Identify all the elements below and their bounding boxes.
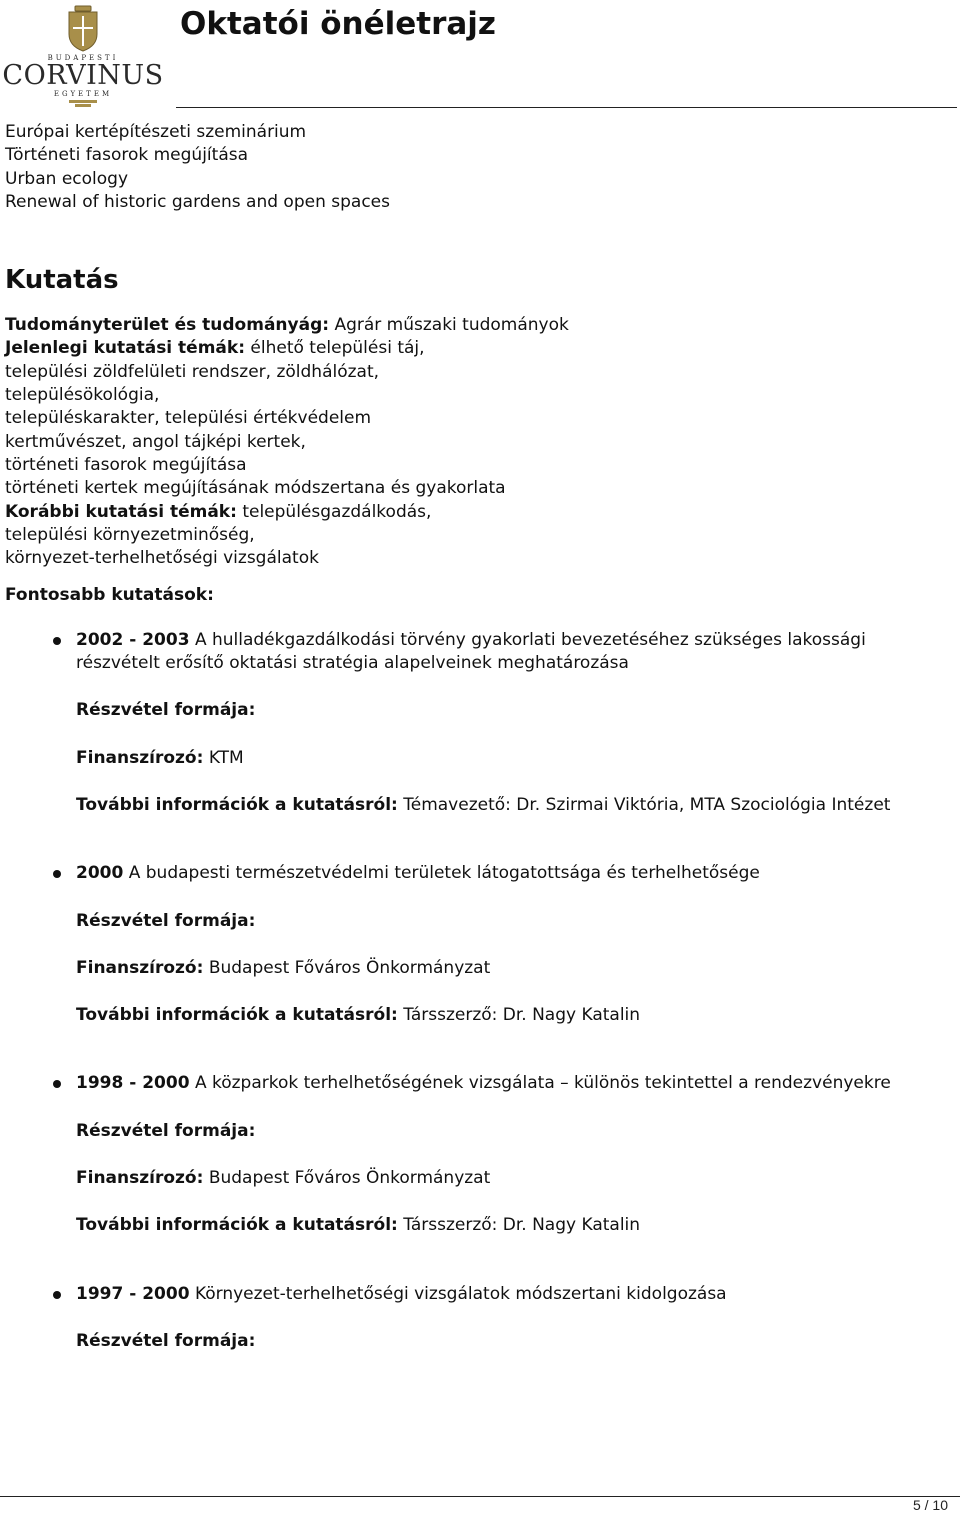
corvinus-crest-icon — [3, 4, 163, 108]
previous-topics-label: Korábbi kutatási témák: — [5, 501, 237, 522]
participation-row — [76, 910, 955, 933]
corvinus-logo — [3, 4, 163, 108]
research-title — [76, 629, 946, 676]
field-label: Tudományterület és tudományág: — [5, 315, 330, 336]
page-number: 5 / 10 — [912, 1497, 948, 1513]
svg-text:EGYETEM: EGYETEM — [53, 90, 113, 98]
bullet-icon — [53, 870, 61, 878]
funder-label: Finanszírozó: — [76, 747, 204, 768]
research-item — [5, 1072, 955, 1237]
svg-text:CORVINUS: CORVINUS — [3, 60, 163, 91]
research-period: 1997 - 2000 — [76, 1283, 190, 1304]
more-info-label: További információk a kutatásról: — [76, 1215, 398, 1236]
previous-topic: településgazdálkodás, — [242, 501, 432, 522]
funder-row — [76, 957, 955, 980]
funder-label: Finanszírozó: — [76, 957, 204, 978]
more-info-row — [76, 1214, 955, 1237]
field-value: Agrár műszaki tudományok — [334, 315, 569, 336]
participation-label: Részvétel formája: — [76, 1120, 256, 1141]
more-info-label: További információk a kutatásról: — [76, 1005, 398, 1026]
funder-row — [76, 1167, 955, 1190]
current-topic: történeti fasorok megújítása — [5, 454, 247, 475]
participation-row — [76, 1120, 955, 1143]
header-divider — [176, 107, 957, 108]
participation-label: Részvétel formája: — [76, 700, 256, 721]
more-info-value: Témavezető: Dr. Szirmai Viktória, MTA Szociológia Intézet — [403, 794, 891, 815]
svg-text:BUDAPESTI: BUDAPESTI — [47, 54, 119, 62]
research-item — [5, 1283, 955, 1354]
funder-label: Finanszírozó: — [76, 1168, 204, 1189]
participation-label: Részvétel formája: — [76, 1330, 256, 1351]
more-info-label: További információk a kutatásról: — [76, 794, 398, 815]
more-info-value: Társszerző: Dr. Nagy Katalin — [403, 1005, 641, 1026]
funder-row — [76, 747, 955, 770]
main-research-heading: Fontosabb kutatások: — [5, 585, 214, 606]
previous-topic: környezet-terhelhetőségi vizsgálatok — [5, 548, 319, 569]
research-item — [5, 629, 955, 817]
bullet-icon — [53, 637, 61, 645]
bullet-icon — [53, 1291, 61, 1299]
more-info-row — [76, 1004, 955, 1027]
course-item: Urban ecology — [5, 168, 129, 189]
current-topic: történeti kertek megújításának módszertana és gyakorlata — [5, 478, 506, 499]
current-topic: kertművészet, angol tájképi kertek, — [5, 431, 306, 452]
funder-value: Budapest Főváros Önkormányzat — [208, 957, 491, 978]
current-topic: településkarakter, települési értékvédelem — [5, 408, 372, 429]
previous-topics — [5, 501, 955, 524]
research-title-text: A hulladékgazdálkodási törvény gyakorlati bevezetéséhez szükséges lakossági részvételt erősítő oktatási stratégia alapelveinek meghatározása — [76, 629, 866, 674]
footer-divider — [0, 1496, 960, 1497]
participation-row — [76, 1330, 955, 1353]
current-topics-label: Jelenlegi kutatási témák: — [5, 338, 246, 359]
research-period: 2000 — [76, 863, 124, 884]
course-item: Történeti fasorok megújítása — [5, 145, 249, 166]
course-item: Renewal of historic gardens and open spaces — [5, 191, 390, 212]
current-topic: települési zöldfelületi rendszer, zöldhálózat, — [5, 361, 380, 382]
research-list — [5, 629, 955, 1353]
funder-value: Budapest Főváros Önkormányzat — [208, 1168, 491, 1189]
research-title — [76, 862, 946, 885]
more-info-value: Társszerző: Dr. Nagy Katalin — [403, 1215, 641, 1236]
document-title: Oktatói önéletrajz — [180, 6, 496, 42]
research-title-text: A közparkok terhelhetőségének vizsgálata – különös tekintettel a rendezvényekre — [194, 1073, 891, 1094]
research-title — [76, 1283, 946, 1306]
section-heading-research: Kutatás — [5, 265, 119, 296]
funder-value: KTM — [208, 747, 244, 768]
research-title-text: Környezet-terhelhetőségi vizsgálatok módszertani kidolgozása — [194, 1283, 727, 1304]
page-content — [5, 121, 955, 1353]
participation-label: Részvétel formája: — [76, 910, 256, 931]
participation-row — [76, 699, 955, 722]
current-topics — [5, 337, 955, 360]
course-list — [5, 121, 955, 214]
bullet-icon — [53, 1080, 61, 1088]
current-topic: élhető települési táj, — [250, 338, 425, 359]
research-period: 2002 - 2003 — [76, 629, 190, 650]
research-topics — [5, 314, 955, 570]
page-header — [0, 0, 960, 112]
current-topic: településökológia, — [5, 385, 160, 406]
research-item — [5, 862, 955, 1027]
more-info-row — [76, 794, 955, 817]
course-item: Európai kertépítészeti szeminárium — [5, 122, 307, 142]
previous-topic: települési környezetminőség, — [5, 524, 255, 545]
research-title-text: A budapesti természetvédelmi területek látogatottsága és terhelhetősége — [128, 863, 760, 884]
research-period: 1998 - 2000 — [76, 1073, 190, 1094]
research-title — [76, 1072, 946, 1095]
research-field — [5, 314, 955, 337]
